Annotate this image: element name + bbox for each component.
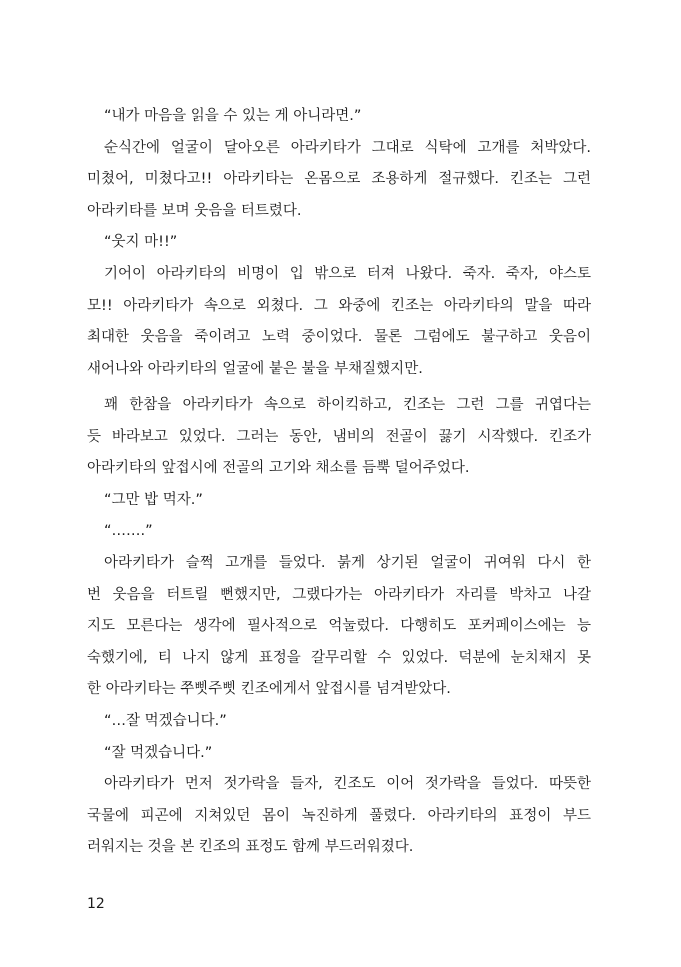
text-line: 지도 모른다는 생각에 필사적으로 억눌렀다. 다행히도 포커페이스에는 능 — [87, 618, 591, 635]
text-line: 아라키타가 슬쩍 고개를 들었다. 붉게 상기된 얼굴이 귀여워 다시 한 — [104, 554, 591, 571]
text-line: 꽤 한참을 아라키타가 속으로 하이킥하고, 킨조는 그런 그를 귀엽다는 — [104, 397, 591, 413]
text-line: 번 웃음을 터트릴 뻔했지만, 그랬다가는 아라키타가 자리를 박차고 나갈 — [87, 586, 591, 603]
text-line: 최대한 웃음을 죽이려고 노력 중이었다. 물론 그럼에도 불구하고 웃음이 — [87, 329, 591, 346]
text-line: 러워지는 것을 본 킨조의 표정도 함께 부드러워졌다. — [87, 839, 414, 856]
text-line: “잘 먹겠습니다.” — [104, 744, 213, 761]
text-line: 아라키타의 앞접시에 전골의 고기와 채소를 듬뿍 덜어주었다. — [87, 460, 470, 477]
text-line: 새어나와 아라키타의 얼굴에 붙은 불을 부채질했지만. — [87, 360, 423, 377]
text-line: 순식간에 얼굴이 달아오른 아라키타가 그대로 식탁에 고개를 처박았다. — [104, 139, 591, 156]
text-line: “…잘 먹겠습니다.” — [104, 712, 227, 729]
text-line: 모!! 아라키타가 속으로 외쳤다. 그 와중에 킨조는 아라키타의 말을 따라 — [87, 297, 591, 314]
text-line: 듯 바라보고 있었다. 그러는 동안, 냄비의 전골이 끓기 시작했다. 킨조가 — [87, 428, 591, 445]
text-block-2 — [87, 390, 591, 864]
text-line: “…….” — [104, 523, 153, 540]
text-line: “웃지 마!!” — [104, 234, 178, 251]
text-line: “내가 마음을 읽을 수 있는 게 아니라면.” — [104, 108, 362, 124]
text-line: 기어이 아라키타의 비명이 입 밖으로 터져 나왔다. 죽자. 죽자, 야스토 — [104, 265, 591, 282]
text-block-1 — [87, 101, 591, 385]
text-line: 미쳤어, 미쳤다고!! 아라키타는 온몸으로 조용하게 절규했다. 킨조는 그런 — [87, 171, 591, 188]
text-line: 아라키타를 보며 웃음을 터트렸다. — [87, 202, 302, 219]
text-line: “그만 밥 먹자.” — [104, 491, 203, 508]
text-line: 국물에 피곤에 지쳐있던 몸이 녹진하게 풀렸다. 아라키타의 표정이 부드 — [87, 807, 591, 824]
text-line: 숙했기에, 티 나지 않게 표정을 갈무리할 수 있었다. 덕분에 눈치채지 못 — [87, 649, 591, 666]
page-number: 12 — [87, 896, 105, 912]
text-line: 아라키타가 먼저 젓가락을 들자, 킨조도 이어 젓가락을 들었다. 따뜻한 — [104, 776, 591, 793]
text-line: 한 아라키타는 쭈삣주삣 킨조에게서 앞접시를 넘겨받았다. — [87, 681, 451, 698]
